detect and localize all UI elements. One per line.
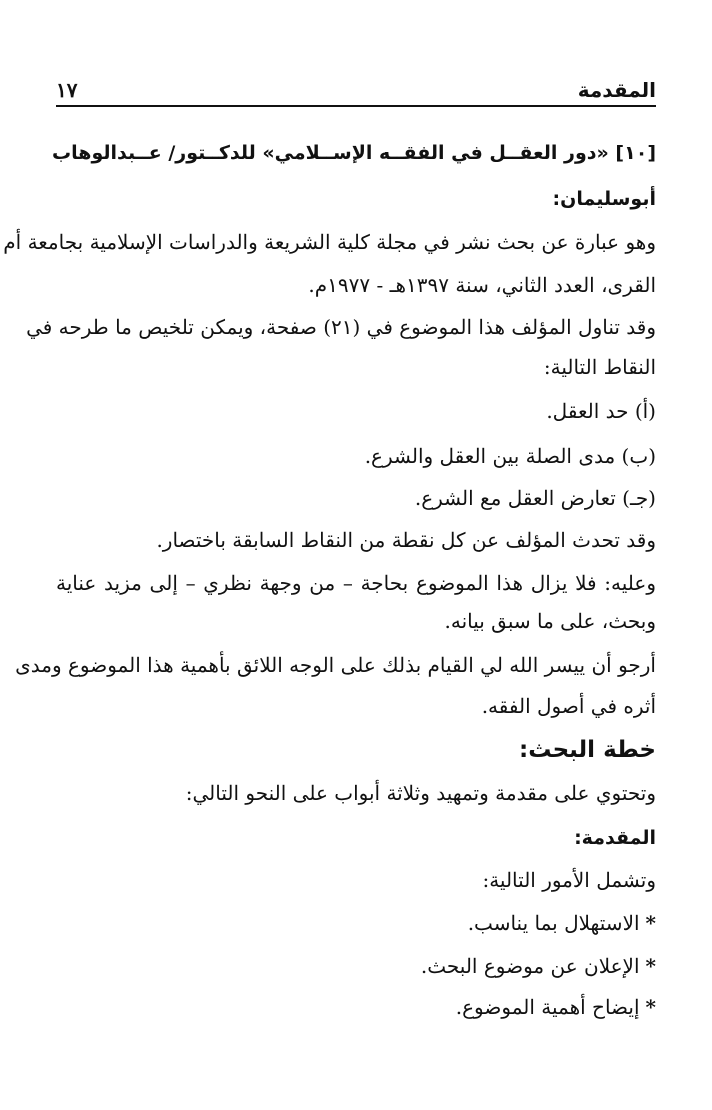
page-header (56, 74, 656, 104)
paragraph-line: أثره في أصول الفقه. (481, 694, 656, 718)
bullet-icon: * (645, 954, 656, 978)
bullet-item (456, 992, 656, 1022)
paragraph-line: النقاط التالية: (543, 355, 656, 379)
list-item: (أ) حد العقل. (546, 399, 656, 423)
bullet-icon: * (645, 911, 656, 935)
bullet-text: الإعلان عن موضوع البحث. (420, 954, 640, 978)
paragraph-line: وتحتوي على مقدمة وتمهيد وثلاثة أبواب على النحو التالي: (185, 781, 656, 805)
page-number: ١٧ (56, 78, 78, 102)
paragraph-line: وهو عبارة عن بحث نشر في مجلة كلية الشريعة والدراسات الإسلامية بجامعة أم (3, 230, 656, 254)
paragraph-line: أرجو أن ييسر الله لي القيام بذلك على الوجه اللائق بأهمية هذا الموضوع ومدى (15, 653, 656, 677)
paragraph-line: وعليه: فلا يزال هذا الموضوع بحاجة – من وجهة نظري – إلى مزيد عناية (56, 571, 656, 595)
bullet-text: الاستهلال بما يناسب. (467, 911, 640, 935)
paragraph-line: وقد تناول المؤلف هذا الموضوع في (٢١) صفحة، ويمكن تلخيص ما طرحه في (26, 315, 656, 339)
reference-title-line-1: [١٠] «دور العقــل في الفقــه الإســلامي» للدكــتور/ عــبدالوهاب (52, 142, 656, 164)
paragraph-line: وتشمل الأمور التالية: (482, 868, 656, 892)
bullet-item (421, 951, 656, 981)
paragraph-line: القرى، العدد الثاني، سنة ١٣٩٧هـ - ١٩٧٧م. (308, 273, 656, 297)
paragraph-line: وقد تحدث المؤلف عن كل نقطة من النقاط السابقة باختصار. (156, 528, 656, 552)
paragraph-line: وبحث، على ما سبق بيانه. (444, 609, 656, 633)
bullet-item (468, 908, 656, 938)
header-divider (56, 105, 656, 107)
reference-title-line-2: أبوسليمان: (552, 188, 656, 210)
list-item: (جـ) تعارض العقل مع الشرع. (414, 486, 656, 510)
section-heading: خطة البحث: (519, 737, 656, 763)
running-header-title: المقدمة (577, 78, 656, 102)
list-item: (ب) مدى الصلة بين العقل والشرع. (364, 444, 656, 468)
bullet-text: إيضاح أهمية الموضوع. (455, 995, 640, 1019)
bullet-icon: * (645, 995, 656, 1019)
subsection-heading: المقدمة: (574, 827, 656, 849)
